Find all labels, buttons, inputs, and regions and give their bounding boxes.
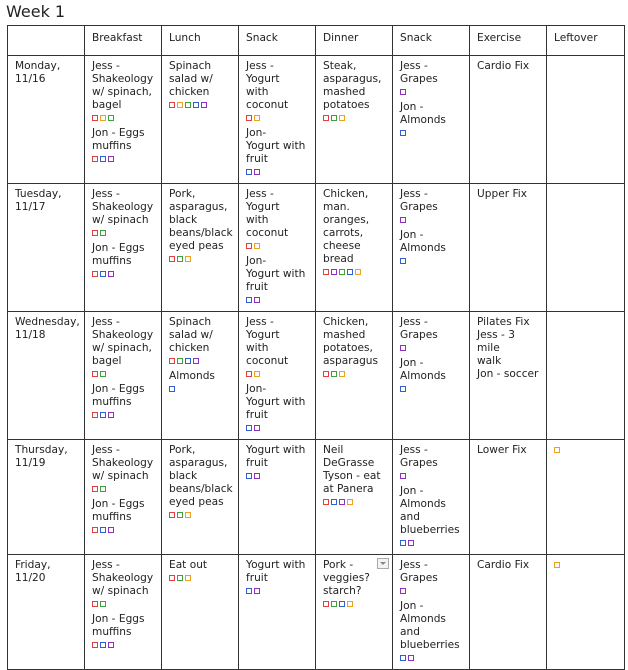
meal-cell[interactable] (239, 184, 316, 312)
container-square-icon (400, 258, 406, 264)
cell-text: Jon - Eggs muffins (92, 242, 145, 267)
meal-cell[interactable] (239, 440, 316, 555)
container-markers (400, 652, 463, 664)
meal-cell[interactable] (316, 184, 393, 312)
cell-text: Jess - Grapes (400, 188, 438, 213)
container-square-icon (177, 512, 183, 518)
meal-cell[interactable] (547, 555, 625, 670)
day-label: Thursday, 11/19 (15, 444, 68, 469)
meal-cell[interactable] (162, 440, 239, 555)
container-square-icon (185, 512, 191, 518)
container-square-icon (246, 243, 252, 249)
cell-text: Jon - Almonds and blueberries (400, 485, 460, 536)
meal-cell[interactable] (316, 56, 393, 184)
container-markers (400, 342, 463, 354)
container-square-icon (408, 655, 414, 661)
container-square-icon (185, 575, 191, 581)
container-square-icon (246, 473, 252, 479)
day-label: Wednesday, 11/18 (15, 316, 80, 341)
container-square-icon (339, 269, 345, 275)
cell-text: Jon - Almonds (400, 101, 446, 126)
container-square-icon (169, 256, 175, 262)
container-square-icon (100, 230, 106, 236)
container-square-icon (108, 412, 114, 418)
meal-plan-table (7, 25, 625, 670)
cell-text: Pilates Fix Jess - 3 mile walk Jon - soccer (477, 316, 539, 380)
container-markers (169, 99, 232, 111)
header-cell-leftover[interactable]: Leftover (547, 26, 625, 56)
container-square-icon (254, 425, 260, 431)
container-square-icon (92, 642, 98, 648)
day-cell[interactable] (8, 555, 85, 670)
container-square-icon (400, 386, 406, 392)
header-row (8, 26, 625, 56)
container-square-icon (177, 102, 183, 108)
cell-text: Jon - Eggs muffins (92, 383, 145, 408)
container-square-icon (193, 102, 199, 108)
header-cell-snack[interactable]: Snack (239, 26, 316, 56)
table-row (8, 440, 625, 555)
cell-text: Steak, asparagus, mashed potatoes (323, 60, 382, 111)
container-markers (246, 294, 309, 306)
container-markers (92, 227, 155, 239)
cell-text: Jess - Grapes (400, 60, 438, 85)
meal-cell[interactable] (547, 184, 625, 312)
container-square-icon (323, 601, 329, 607)
container-square-icon (92, 230, 98, 236)
meal-cell[interactable] (85, 440, 162, 555)
container-markers (246, 166, 309, 178)
container-markers (400, 255, 463, 267)
container-square-icon (400, 588, 406, 594)
container-square-icon (408, 540, 414, 546)
cell-text: Jon - Eggs muffins (92, 127, 145, 152)
container-square-icon (92, 115, 98, 121)
container-square-icon (323, 115, 329, 121)
container-square-icon (100, 371, 106, 377)
cell-text: Jon- Yogurt with fruit (246, 127, 306, 165)
meal-cell[interactable] (162, 56, 239, 184)
cell-text: Jess - Shakeology w/ spinach, bagel (92, 316, 154, 367)
container-square-icon (92, 412, 98, 418)
container-square-icon (400, 345, 406, 351)
container-square-icon (400, 473, 406, 479)
cell-text: Jess - Yogurt with coconut (246, 188, 289, 239)
container-square-icon (254, 169, 260, 175)
meal-cell[interactable] (162, 184, 239, 312)
container-square-icon (554, 447, 560, 453)
meal-cell[interactable] (316, 312, 393, 440)
container-square-icon (92, 371, 98, 377)
cell-text: Upper Fix (477, 188, 527, 200)
container-square-icon (254, 371, 260, 377)
container-square-icon (331, 269, 337, 275)
cell-text: Jess - Grapes (400, 559, 438, 584)
container-markers (323, 266, 386, 278)
cell-text: Jess - Yogurt with coconut (246, 60, 289, 111)
container-square-icon (100, 271, 106, 277)
container-square-icon (339, 601, 345, 607)
container-markers (400, 470, 463, 482)
container-square-icon (323, 499, 329, 505)
cell-text: Pork, asparagus, black beans/black eyed peas (169, 188, 233, 252)
cell-text: Pork, asparagus, black beans/black eyed peas (169, 444, 233, 508)
container-square-icon (254, 243, 260, 249)
container-markers (92, 153, 155, 165)
meal-cell[interactable] (85, 312, 162, 440)
container-square-icon (185, 102, 191, 108)
container-square-icon (169, 102, 175, 108)
container-markers (400, 537, 463, 549)
container-square-icon (254, 473, 260, 479)
container-square-icon (347, 601, 353, 607)
container-square-icon (108, 271, 114, 277)
container-markers (246, 240, 309, 252)
meal-cell[interactable] (162, 555, 239, 670)
container-square-icon (331, 115, 337, 121)
container-square-icon (400, 655, 406, 661)
container-markers (323, 112, 386, 124)
cell-text: Chicken, mashed potatoes, asparagus (323, 316, 379, 367)
header-cell-lunch[interactable]: Lunch (162, 26, 239, 56)
meal-cell[interactable] (393, 312, 470, 440)
container-square-icon (92, 271, 98, 277)
day-cell[interactable] (8, 312, 85, 440)
container-markers (323, 368, 386, 380)
container-square-icon (254, 115, 260, 121)
container-square-icon (400, 89, 406, 95)
cell-text: Neil DeGrasse Tyson - eat at Panera (323, 444, 381, 495)
container-markers (169, 355, 232, 367)
container-square-icon (246, 297, 252, 303)
container-square-icon (339, 371, 345, 377)
meal-cell[interactable] (393, 440, 470, 555)
container-square-icon (246, 371, 252, 377)
container-square-icon (400, 540, 406, 546)
container-square-icon (331, 499, 337, 505)
container-square-icon (323, 371, 329, 377)
table-row (8, 312, 625, 440)
container-markers (92, 483, 155, 495)
cell-text: Yogurt with fruit (246, 444, 306, 469)
container-markers (246, 422, 309, 434)
container-square-icon (169, 386, 175, 392)
container-square-icon (331, 371, 337, 377)
container-square-icon (323, 269, 329, 275)
container-square-icon (400, 130, 406, 136)
container-square-icon (100, 486, 106, 492)
day-cell[interactable] (8, 440, 85, 555)
container-square-icon (169, 358, 175, 364)
container-square-icon (108, 115, 114, 121)
meal-cell[interactable] (470, 555, 547, 670)
container-markers (323, 598, 386, 610)
container-square-icon (92, 601, 98, 607)
container-markers (92, 112, 155, 124)
meal-cell[interactable] (85, 555, 162, 670)
container-markers (169, 509, 232, 521)
container-square-icon (185, 256, 191, 262)
container-square-icon (108, 156, 114, 162)
cell-text: Jon - Almonds (400, 229, 446, 254)
container-markers (323, 496, 386, 508)
cell-text: Spinach salad w/ chicken (169, 60, 213, 98)
header-cell-corner[interactable] (8, 26, 85, 56)
cell-text: Lower Fix (477, 444, 527, 456)
cell-text: Jon- Yogurt with fruit (246, 255, 306, 293)
container-square-icon (100, 527, 106, 533)
container-markers (554, 444, 618, 456)
table-row (8, 56, 625, 184)
container-square-icon (108, 527, 114, 533)
cell-text: Jess - Shakeology w/ spinach, bagel (92, 60, 154, 111)
cell-text: Cardio Fix (477, 559, 530, 571)
container-markers (92, 524, 155, 536)
container-square-icon (92, 486, 98, 492)
meal-cell[interactable] (393, 555, 470, 670)
container-square-icon (201, 102, 207, 108)
table-row (8, 184, 625, 312)
day-cell[interactable] (8, 184, 85, 312)
container-square-icon (193, 358, 199, 364)
cell-text: Jon - Almonds (400, 357, 446, 382)
container-markers (400, 86, 463, 98)
container-square-icon (100, 156, 106, 162)
container-square-icon (254, 297, 260, 303)
day-cell[interactable] (8, 56, 85, 184)
container-square-icon (177, 256, 183, 262)
meal-cell[interactable] (239, 312, 316, 440)
container-square-icon (246, 169, 252, 175)
container-markers (554, 559, 618, 571)
cell-text: Eat out (169, 559, 208, 571)
container-markers (246, 368, 309, 380)
cell-text: Spinach salad w/ chicken (169, 316, 213, 354)
cell-text: Almonds (169, 370, 215, 382)
dropdown-arrow-icon[interactable] (377, 558, 389, 569)
cell-text: Jon - Eggs muffins (92, 613, 145, 638)
container-markers (400, 127, 463, 139)
container-square-icon (92, 156, 98, 162)
cell-text: Yogurt with fruit (246, 559, 306, 584)
page-title: Week 1 (6, 2, 66, 21)
container-square-icon (347, 269, 353, 275)
header-cell-dinner[interactable]: Dinner (316, 26, 393, 56)
day-label: Monday, 11/16 (15, 60, 61, 85)
container-markers (169, 253, 232, 265)
header-cell-exercise[interactable]: Exercise (470, 26, 547, 56)
container-markers (92, 368, 155, 380)
container-square-icon (100, 412, 106, 418)
meal-cell[interactable] (316, 555, 393, 670)
meal-cell[interactable] (547, 56, 625, 184)
container-square-icon (177, 358, 183, 364)
meal-cell[interactable] (316, 440, 393, 555)
cell-text: Chicken, man. oranges, carrots, cheese bread (323, 188, 370, 265)
container-markers (246, 112, 309, 124)
container-markers (92, 598, 155, 610)
container-square-icon (331, 601, 337, 607)
container-square-icon (246, 115, 252, 121)
container-square-icon (339, 499, 345, 505)
container-square-icon (108, 642, 114, 648)
container-markers (92, 639, 155, 651)
meal-cell[interactable] (85, 56, 162, 184)
cell-text: Pork - veggies? starch? (323, 559, 370, 597)
container-square-icon (400, 217, 406, 223)
container-square-icon (246, 588, 252, 594)
cell-text: Jess - Shakeology w/ spinach (92, 188, 154, 226)
day-label: Friday, 11/20 (15, 559, 51, 584)
container-square-icon (554, 562, 560, 568)
meal-cell[interactable] (239, 555, 316, 670)
container-markers (400, 214, 463, 226)
container-square-icon (169, 512, 175, 518)
table-row (8, 555, 625, 670)
container-markers (92, 409, 155, 421)
container-square-icon (185, 358, 191, 364)
container-square-icon (100, 115, 106, 121)
meal-cell[interactable] (470, 184, 547, 312)
container-markers (400, 383, 463, 395)
meal-cell[interactable] (470, 440, 547, 555)
container-square-icon (355, 269, 361, 275)
container-square-icon (169, 575, 175, 581)
container-square-icon (246, 425, 252, 431)
cell-text: Jess - Grapes (400, 316, 438, 341)
meal-cell[interactable] (162, 312, 239, 440)
header-cell-snack-2[interactable]: Snack (393, 26, 470, 56)
day-label: Tuesday, 11/17 (15, 188, 62, 213)
cell-text: Jon - Eggs muffins (92, 498, 145, 523)
cell-text: Jess - Shakeology w/ spinach (92, 559, 154, 597)
cell-text: Jess - Grapes (400, 444, 438, 469)
header-cell-breakfast[interactable]: Breakfast (85, 26, 162, 56)
container-square-icon (100, 642, 106, 648)
meal-cell[interactable] (470, 312, 547, 440)
meal-cell[interactable] (470, 56, 547, 184)
container-markers (169, 572, 232, 584)
container-markers (400, 585, 463, 597)
meal-cell[interactable] (547, 440, 625, 555)
container-square-icon (177, 575, 183, 581)
meal-cell[interactable] (393, 184, 470, 312)
cell-text: Jess - Yogurt with coconut (246, 316, 289, 367)
container-square-icon (339, 115, 345, 121)
container-square-icon (254, 588, 260, 594)
meal-cell[interactable] (393, 56, 470, 184)
container-markers (169, 383, 232, 395)
cell-text: Jess - Shakeology w/ spinach (92, 444, 154, 482)
container-square-icon (92, 527, 98, 533)
meal-cell[interactable] (547, 312, 625, 440)
container-markers (246, 470, 309, 482)
container-markers (246, 585, 309, 597)
container-square-icon (100, 601, 106, 607)
cell-text: Cardio Fix (477, 60, 530, 72)
meal-cell[interactable] (85, 184, 162, 312)
cell-text: Jon- Yogurt with fruit (246, 383, 306, 421)
container-square-icon (347, 499, 353, 505)
container-markers (92, 268, 155, 280)
meal-cell[interactable] (239, 56, 316, 184)
cell-text: Jon - Almonds and blueberries (400, 600, 460, 651)
